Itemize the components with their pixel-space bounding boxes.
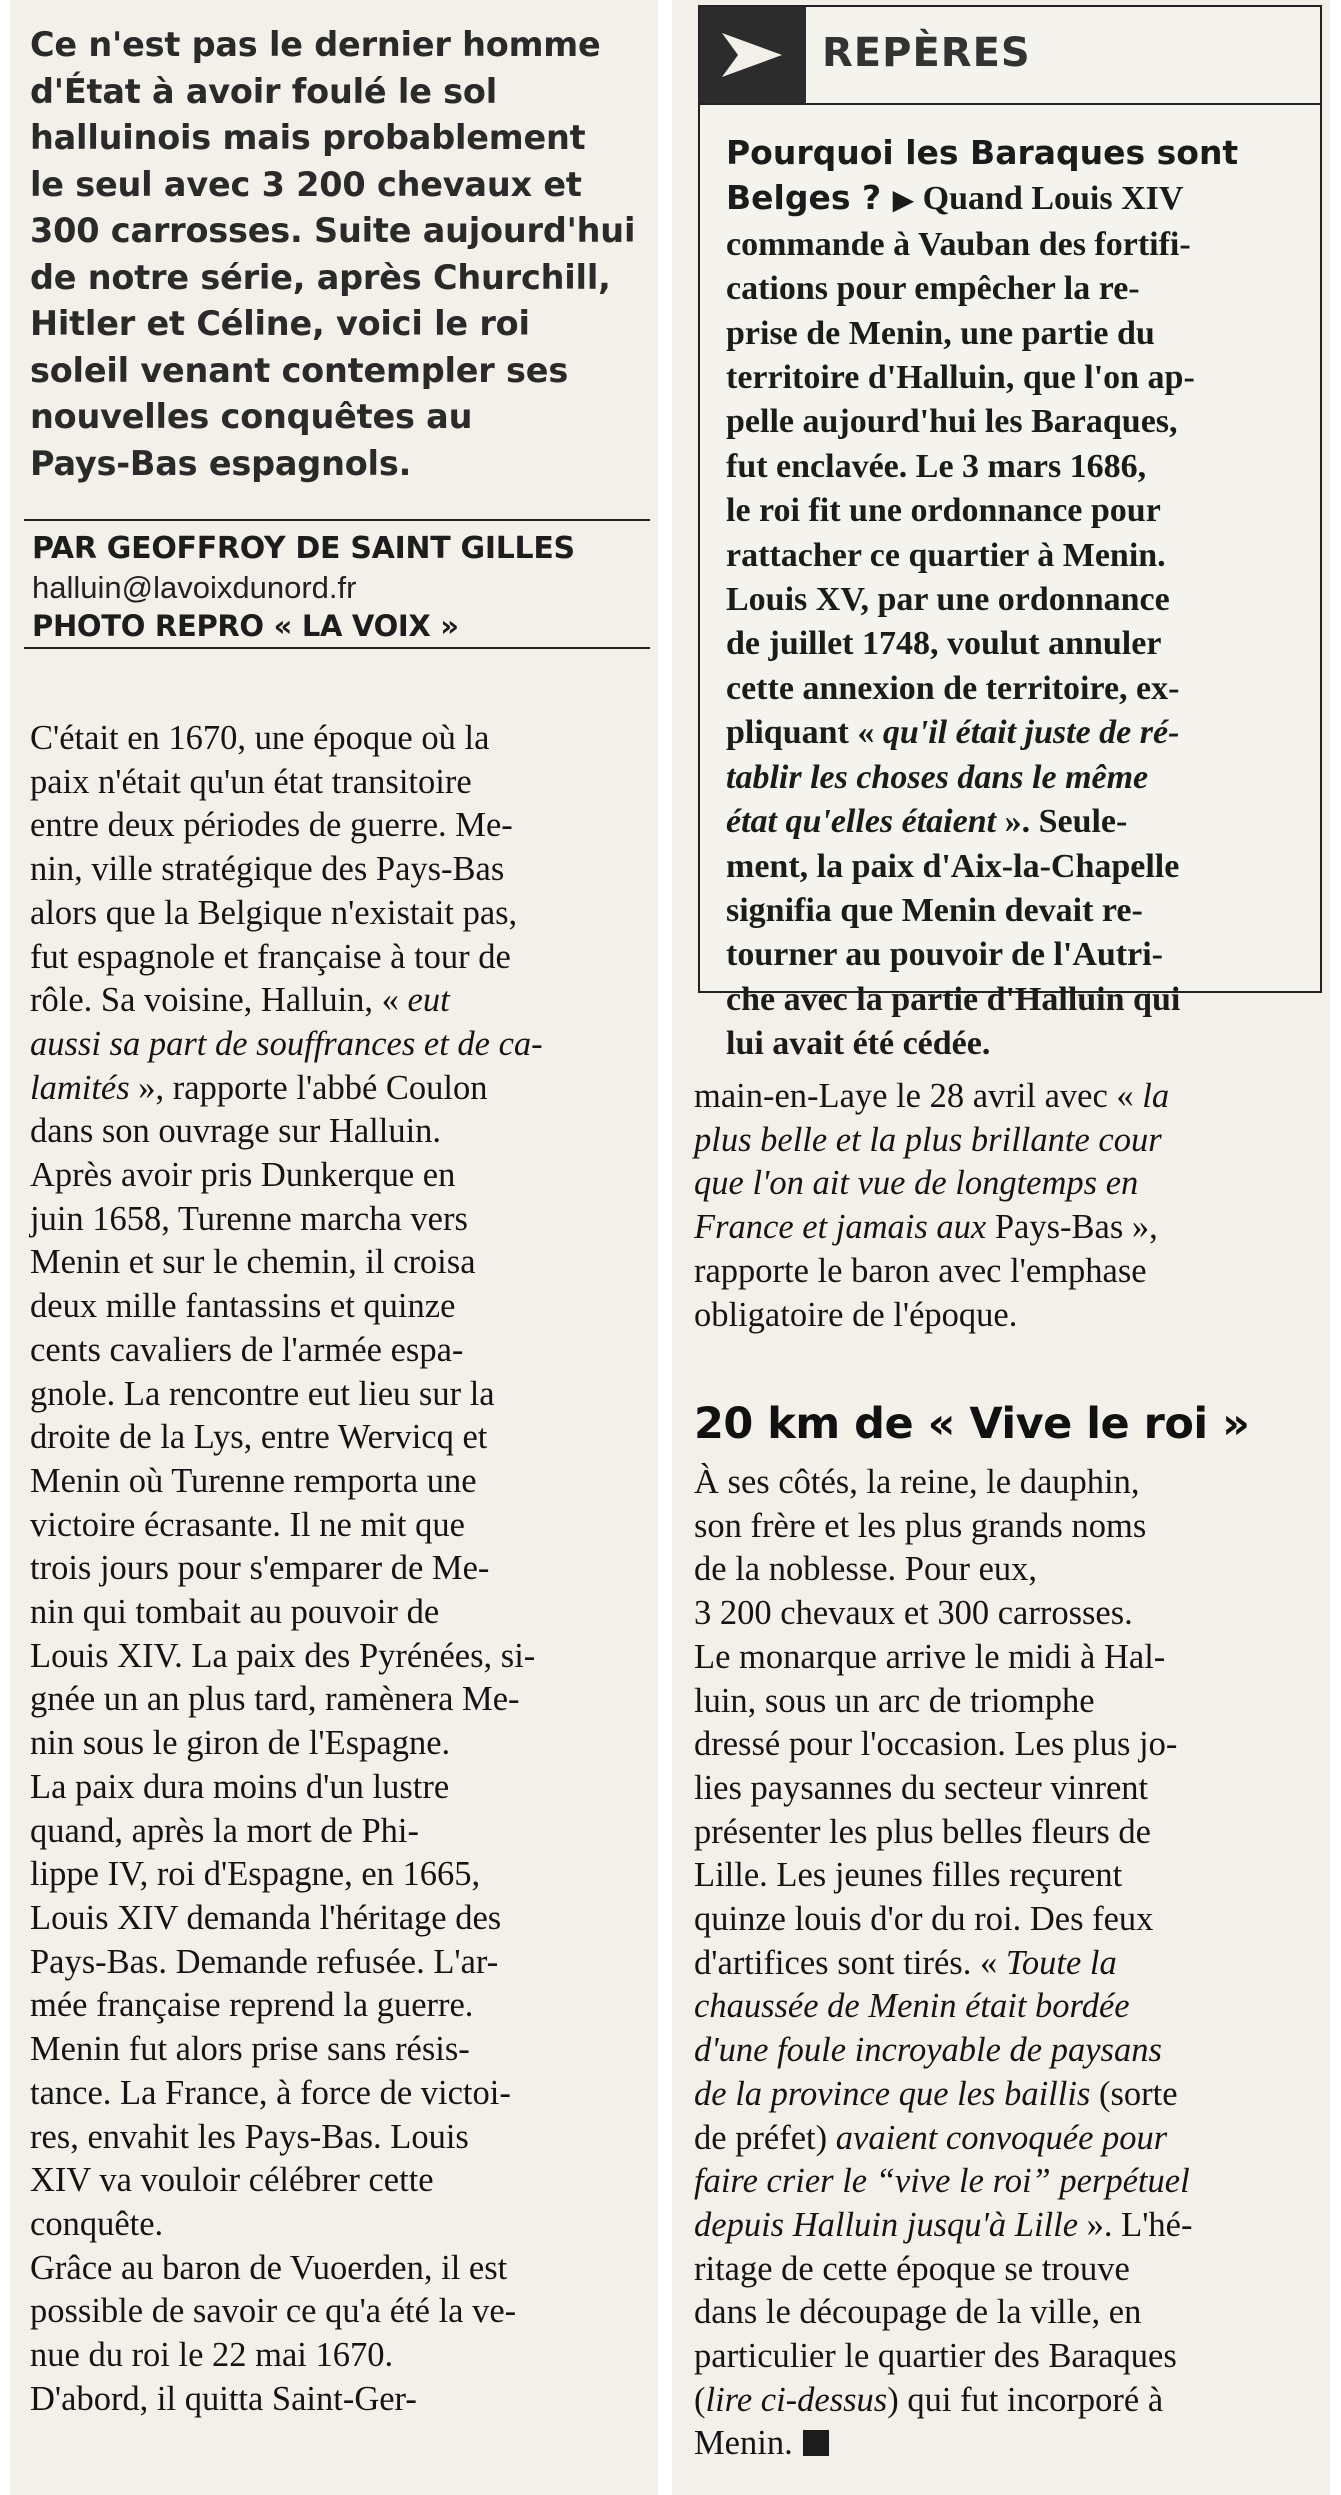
byline-email: halluin@lavoixdunord.fr	[32, 570, 357, 605]
text-run: main-en-Laye le 28 avril avec «	[694, 1077, 1143, 1115]
paragraph-2: Après avoir pris Dunkerque en juin 1658, Turenne marcha vers Menin et sur le chemin, il croisa deux mille fantassins et quinze cents cavaliers de l'armée espa- gnole. La rencontre eut lieu sur la droite de la Lys, entre Wervicq et Menin où Turenne remporta une victoire écrasante. Il ne mit que trois jours pour s'emparer de Me- nin qui tombait au pouvoir de Louis XIV. La paix des Pyrénées, si- gnée un an plus tard, ramènera Me- nin sous le giron de l'Espagne.	[30, 1156, 536, 1763]
left-column	[10, 0, 658, 2495]
cross-reference: lire ci-dessus	[705, 2380, 888, 2419]
paragraph-4: Grâce au baron de Vuoerden, il est possible de savoir ce qu'a été la ve- nue du roi le 22 mai 1670. D'abord, il quitta Saint-Ger-	[30, 2248, 517, 2418]
text-run: (sorte de préfet)	[694, 2074, 1178, 2157]
text-run: ». L'hé- ritage de cette époque se trouve dans le découpage de la ville, en particulier le quartier des Baraques (	[694, 2205, 1193, 2419]
byline-photo-credit: PHOTO REPRO « LA VOIX »	[32, 609, 459, 643]
quote-baron: la plus belle et la plus brillante cour que l'on ait vue de longtemps en France et jamais aux	[694, 1077, 1170, 1247]
reperes-body	[726, 131, 1308, 1067]
paragraph-1	[30, 717, 648, 1154]
article-body-continued	[694, 1075, 1316, 1337]
byline	[24, 519, 650, 649]
end-of-article-square-icon	[803, 2430, 829, 2456]
article-body-left	[30, 717, 648, 2421]
quote-vive-le-roi: avaient convoquée pour faire crier le “vive le roi” perpétuel depuis Halluin jusqu'à Lille	[694, 2118, 1190, 2244]
lede-paragraph: Ce n'est pas le dernier homme d'État à avoir foulé le sol halluinois mais probablement le seul avec 3 200 chevaux et 300 carrosses. Suite aujourd'hui de notre série, après Churchill, Hitler et Céline, voici le roi soleil venant contempler ses nouvelles conquêtes au Pays-Bas espagnols.	[30, 25, 636, 483]
text-run: », rapporte l'abbé Coulon dans son ouvrage sur Halluin.	[30, 1068, 488, 1151]
reperes-sidebar-box	[698, 5, 1322, 1063]
paragraph-3: La paix dura moins d'un lustre quand, après la mort de Phi- lippe IV, roi d'Espagne, en 1665, Louis XIV demanda l'héritage des Pays-Bas. Demande refusée. L'ar- mée française reprend la guerre. Menin fut alors prise sans résis- tance. La France, à force de victoi- res, envahit les Pays-Bas. Louis XIV va vouloir célébrer cette conquête.	[30, 1767, 511, 2243]
text-run: ) qui fut incorporé à Menin.	[694, 2380, 1164, 2463]
right-column	[672, 0, 1330, 2495]
text-run: C'était en 1670, une époque où la paix n'était qu'un état transitoire entre deux périodes de guerre. Me- nin, ville stratégique des Pays-Bas alors que la Belgique n'existait pas, fut espagnole et française à tour de rôle. Sa voisine, Halluin, «	[30, 719, 518, 1020]
text-run: Pays-Bas », rapporte le baron avec l'emphase obligatoire de l'époque.	[694, 1208, 1158, 1334]
quote-chaussee: Toute la chaussée de Menin était bordée d'une foule incroyable de paysans de la province que les baillis	[694, 1943, 1162, 2113]
byline-author: PAR GEOFFROY DE SAINT GILLES	[32, 531, 575, 566]
text-run: À ses côtés, la reine, le dauphin, son frère et les plus grands noms de la noblesse. Pour eux, 3 200 chevaux et 300 carrosses. Le monarque arrive le midi à Hal- luin, sous un arc de triomphe dressé pour l'occasion. Les plus jo- lies paysannes du secteur vinrent présenter les plus belles fleurs de Lille. Les jeunes filles reçurent quinze louis d'or du roi. Des feux d'artifices sont tirés. «	[694, 1463, 1178, 1982]
quote-louis-xv: qu'il était juste de ré- tablir les choses dans le même état qu'elles étaient	[726, 714, 1180, 841]
section-heading: 20 km de « Vive le roi »	[694, 1399, 1250, 1449]
text-run: ». Seule- ment, la paix d'Aix-la-Chapelle signifia que Menin devait re- tourner au pouvoir de l'Autri- che avec la partie d'Halluin qui lui avait été cédée.	[726, 803, 1181, 1063]
paragraph-6	[694, 1461, 1316, 2466]
triangle-right-icon: ▶	[892, 183, 915, 217]
article-body-right	[694, 1461, 1316, 2466]
reperes-icon-box	[700, 7, 806, 103]
arrow-pointer-icon	[718, 27, 788, 83]
quote-abbe-coulon: eut aussi sa part de souffrances et de ca- lamités	[30, 981, 543, 1107]
reperes-title: REPÈRES	[822, 30, 1031, 76]
reperes-header	[700, 7, 1320, 105]
paragraph-5	[694, 1075, 1316, 1337]
reperes-question: Pourquoi les Baraques sont Belges ?	[726, 133, 1239, 218]
text-run: Quand Louis XIV commande à Vauban des fortifi- cations pour empêcher la re- prise de Menin, une partie du territoire d'Halluin, que l'on ap- pelle aujourd'hui les Baraques, fut enclavée. Le 3 mars 1686, le roi fit une ordonnance pour rattacher ce quartier à Menin. Louis XV, par une ordonnance de juillet 1748, voulut annuler cette annexion de territoire, ex- pliquant «	[726, 180, 1195, 752]
